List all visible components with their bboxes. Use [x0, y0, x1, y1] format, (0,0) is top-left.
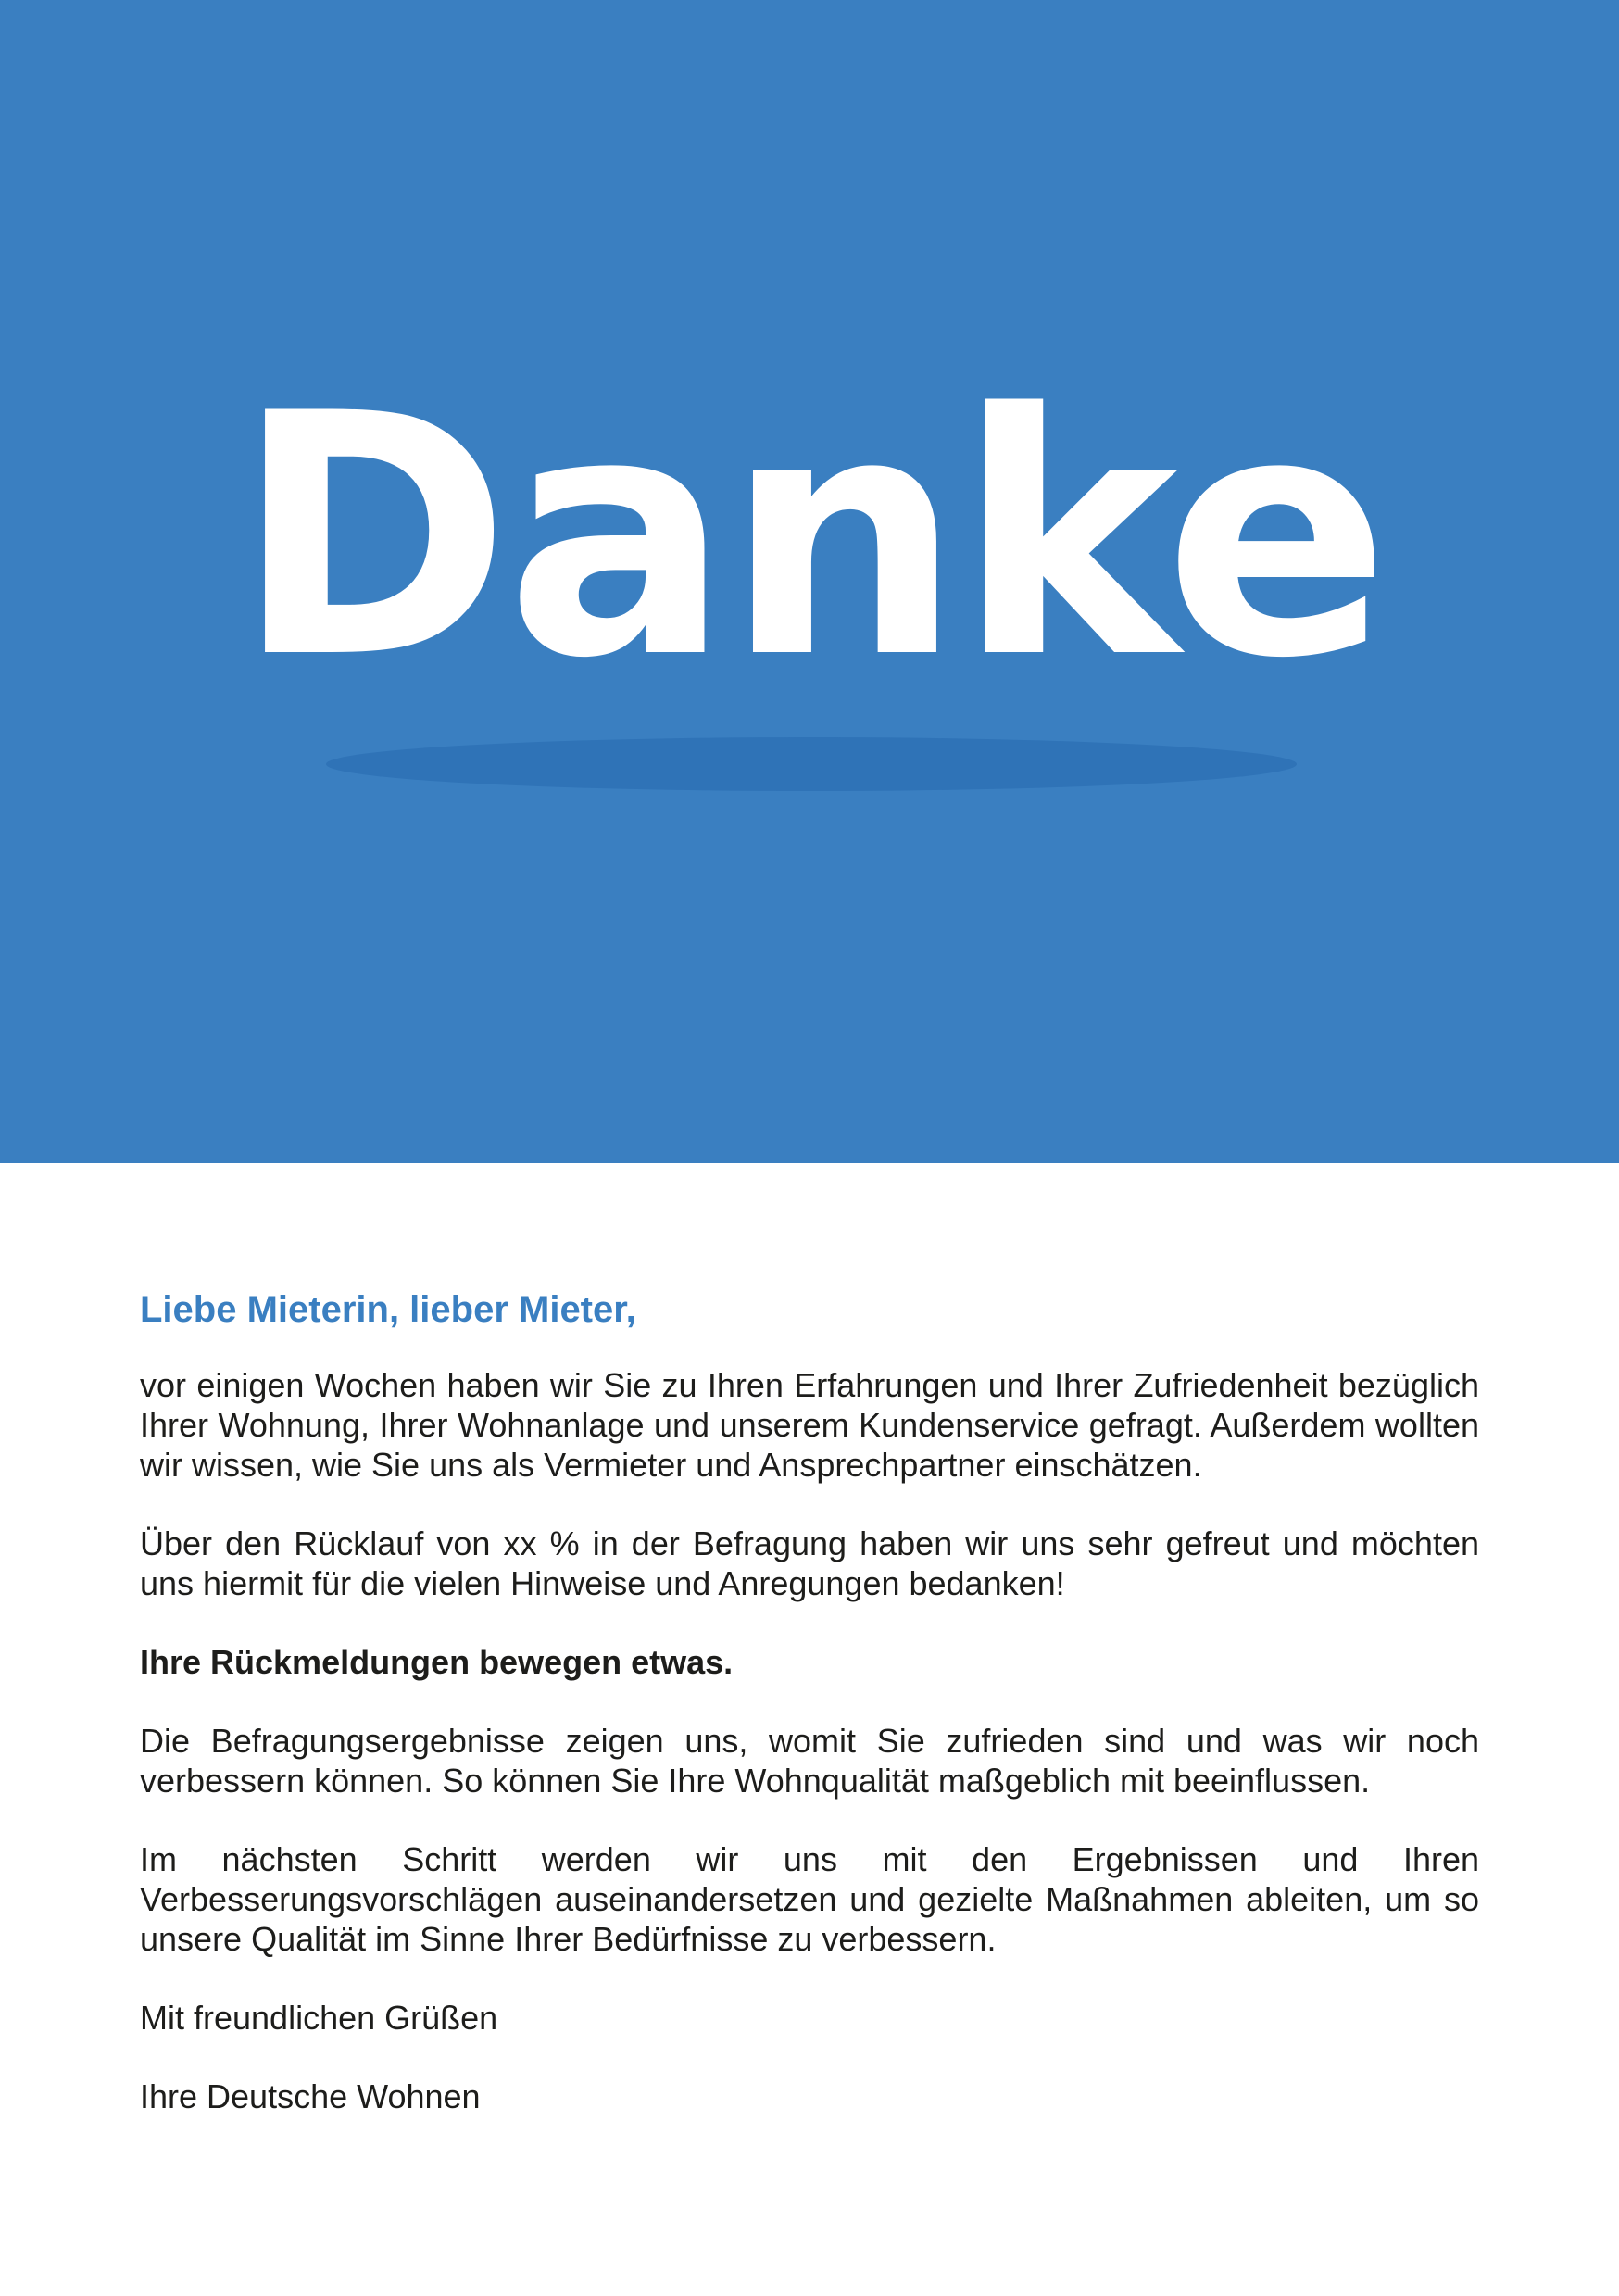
hero-title: Danke: [234, 343, 1385, 731]
signature: Ihre Deutsche Wohnen: [140, 2077, 481, 2115]
subheading: Ihre Rückmeldungen bewegen etwas.: [140, 1643, 734, 1681]
paragraph-response-rate: Über den Rücklauf von xx % in der Befragung haben wir uns sehr gefreut und möchten uns hiermit für die vielen Hinweise und Anregungen bedanken!: [140, 1524, 1479, 1602]
greeting: Liebe Mieterin, lieber Mieter,: [140, 1289, 636, 1330]
letter-body: [140, 1287, 1479, 2155]
paragraph-results: Die Befragungsergebnisse zeigen uns, womit Sie zufrieden sind und was wir noch verbessern können. So können Sie Ihre Wohnqualität maßgeblich mit beeinflussen.: [140, 1722, 1479, 1800]
closing: Mit freundlichen Grüßen: [140, 1999, 498, 2037]
paragraph-survey-intro: vor einigen Wochen haben wir Sie zu Ihren Erfahrungen und Ihrer Zufriedenheit bezüglich Ihrer Wohnung, Ihrer Wohnanlage und unserem Kundenservice gefragt. Außerdem wollten wir wissen, wie Sie uns als Vermieter und Ansprechpartner einschätzen.: [140, 1366, 1479, 1484]
paragraph-next-steps: Im nächsten Schritt werden wir uns mit den Ergebnissen und Ihren Verbesserungsvorschlägen auseinandersetzen und gezielte Maßnahmen ableiten, um so unsere Qualität im Sinne Ihrer Bedürfnisse zu verbessern.: [140, 1840, 1479, 1958]
title-shadow-ellipse: [326, 737, 1297, 791]
